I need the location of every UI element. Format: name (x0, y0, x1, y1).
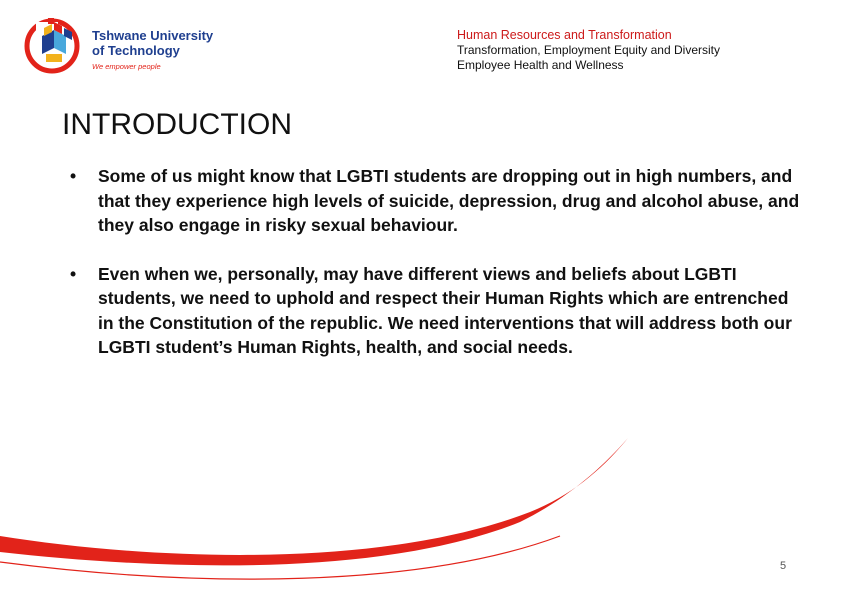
logo-name-line1: Tshwane University (92, 28, 214, 43)
department-subtitle-1: Transformation, Employment Equity and Diversity (457, 43, 720, 57)
bullet-text: Some of us might know that LGBTI students are dropping out in high numbers, and that they experience high levels of suicide, depression, drug and alcohol abuse, and they also engage in risky sexual behaviour. (98, 166, 800, 235)
bullet-marker: • (70, 263, 77, 284)
logo-tagline: We empower people (92, 62, 161, 71)
bullet-text: Even when we, personally, may have different views and beliefs about LGBTI students, we need to uphold and respect their Human Rights which are entrenched in the Constitution of the republic. We need interventions that will address both our LGBTI student’s Human Rights, health, and social needs. (98, 263, 792, 357)
department-title: Human Resources and Transformation (457, 28, 672, 42)
department-subtitle-2: Employee Health and Wellness (457, 58, 624, 72)
bullet-marker: • (70, 166, 77, 186)
logo-name-line2: of Technology (92, 43, 180, 58)
slide-title: INTRODUCTION (62, 108, 292, 141)
page-number: 5 (780, 560, 787, 572)
